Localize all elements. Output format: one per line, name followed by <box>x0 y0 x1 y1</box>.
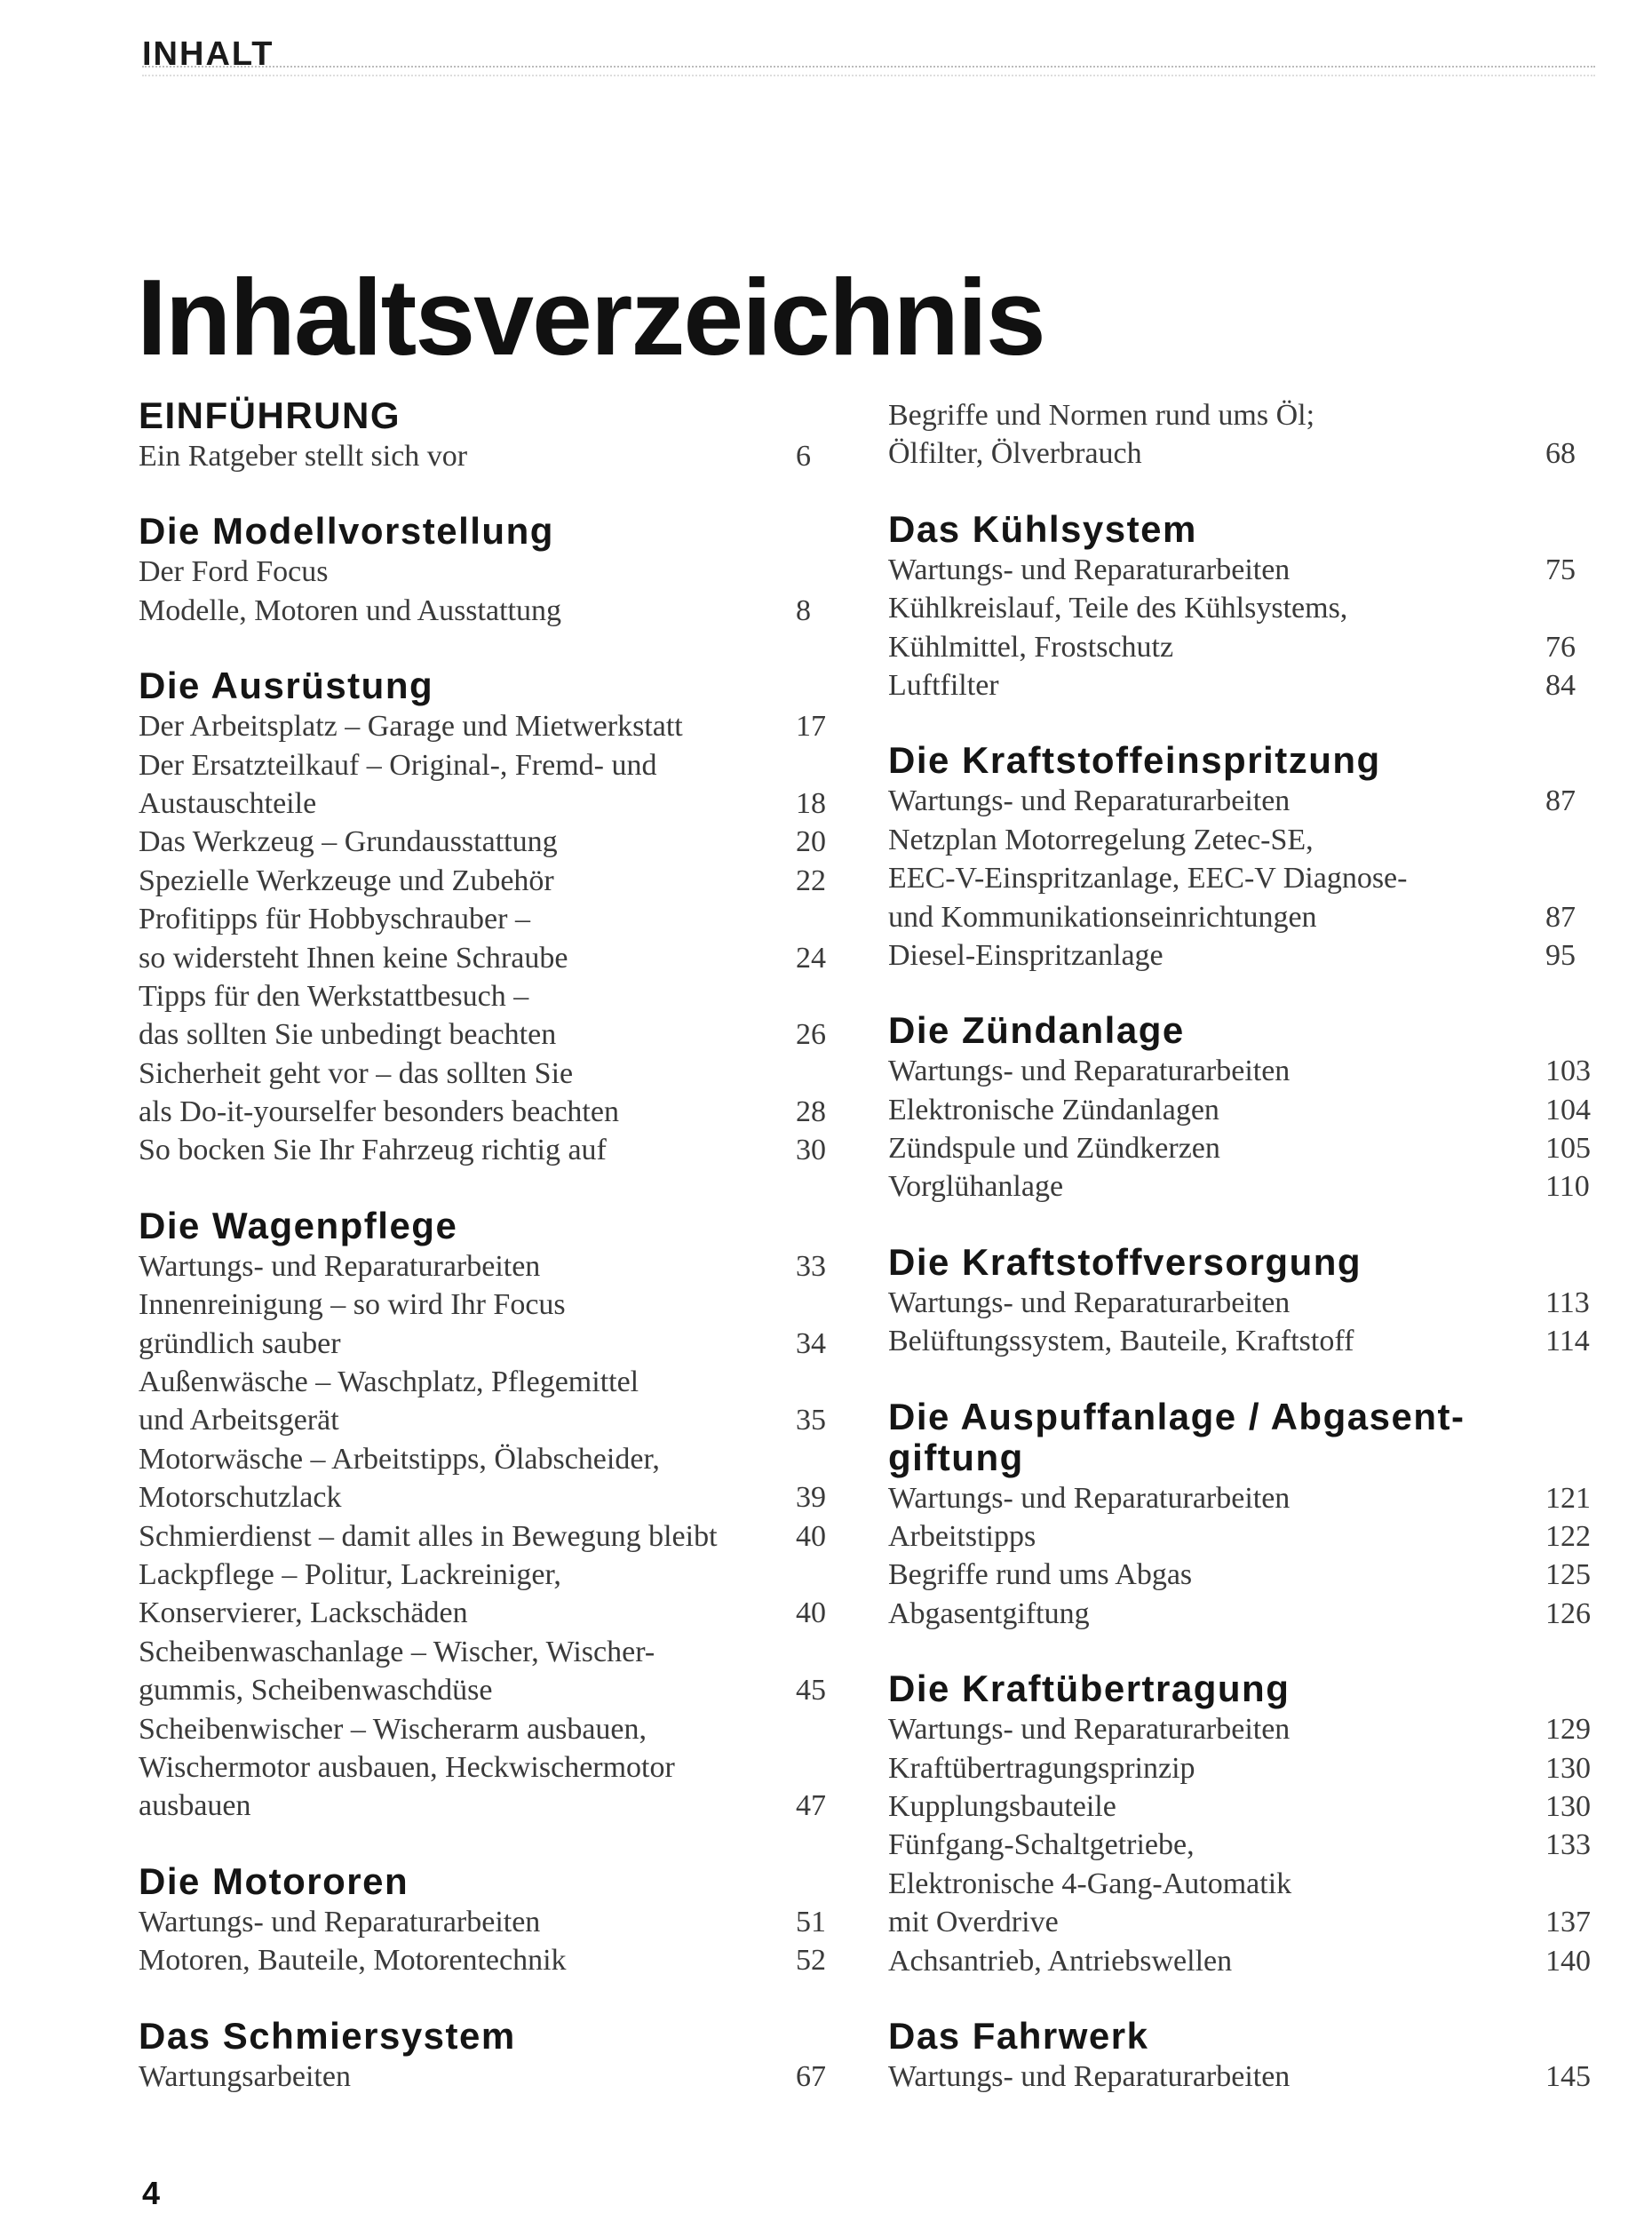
toc-entry[interactable] <box>139 862 831 900</box>
toc-entry[interactable] <box>139 592 831 630</box>
toc-entry[interactable] <box>888 1787 1599 1826</box>
toc-entry-title: Tipps für den Werkstattbesuch – <box>139 979 529 1013</box>
toc-entry-page: 137 <box>1545 1906 1591 1939</box>
toc-entry-title: so widersteht Ihnen keine Schraube <box>139 941 568 975</box>
section-heading: Die Kraftstoffeinspritzung <box>888 739 1381 782</box>
toc-entry-title: Kraftübertragungsprinzip <box>888 1751 1195 1785</box>
toc-entry[interactable] <box>139 1748 831 1787</box>
toc-entry[interactable] <box>139 1710 831 1748</box>
toc-entry-title: Austauschteile <box>139 786 317 820</box>
toc-entry[interactable] <box>888 1903 1599 1941</box>
toc-entry[interactable] <box>139 1941 831 1979</box>
toc-entry[interactable] <box>888 434 1599 473</box>
toc-entry-title: Wartungs- und Reparaturarbeiten <box>888 1286 1291 1319</box>
toc-section <box>888 1240 1599 1361</box>
toc-entry-page: 76 <box>1545 630 1576 664</box>
toc-entry[interactable] <box>888 1167 1599 1206</box>
toc-entry-title: Netzplan Motorregelung Zetec-SE, <box>888 823 1314 856</box>
section-heading: Die Zündanlage <box>888 1009 1185 1052</box>
toc-entry-page: 75 <box>1545 553 1576 586</box>
toc-entry-title: Kühlmittel, Frostschutz <box>888 630 1174 664</box>
toc-entry[interactable] <box>139 553 831 591</box>
toc-entry-title: und Arbeitsgerät <box>139 1404 339 1437</box>
toc-entry[interactable] <box>139 784 831 823</box>
toc-entry[interactable] <box>139 1671 831 1709</box>
toc-entry-title: Wartungs- und Reparaturarbeiten <box>139 1905 541 1938</box>
toc-entry-title: Ölfilter, Ölverbrauch <box>888 437 1142 471</box>
toc-entry-title: Diesel-Einspritzanlage <box>888 938 1164 972</box>
toc-entry-title: EEC-V-Einspritzanlage, EEC-V Diagnose- <box>888 862 1408 896</box>
toc-entry[interactable] <box>139 1131 831 1169</box>
toc-entry[interactable] <box>139 1247 831 1286</box>
toc-entry[interactable] <box>139 707 831 745</box>
toc-entry-title: Achsantrieb, Antriebswellen <box>888 1944 1233 1978</box>
toc-entry-title: ausbauen <box>139 1789 251 1823</box>
toc-entry-title: Außenwäsche – Waschplatz, Pflegemittel <box>139 1365 639 1399</box>
toc-entry[interactable] <box>139 437 831 475</box>
toc-entry-page: 20 <box>796 825 826 859</box>
toc-entry[interactable] <box>139 746 831 784</box>
toc-entry-page: 51 <box>796 1905 826 1938</box>
toc-entry[interactable] <box>888 1091 1599 1129</box>
toc-entry[interactable] <box>888 1517 1599 1556</box>
toc-entry[interactable] <box>139 900 831 938</box>
section-heading: Die Wagenpflege <box>139 1204 458 1246</box>
running-head: INHALT <box>142 36 274 73</box>
toc-entry-title: Motoren, Bauteile, Motorentechnik <box>139 1944 567 1978</box>
section-heading: Die Kraftübertragung <box>888 1668 1291 1710</box>
section-heading: Die Kraftstoffversorgung <box>888 1240 1362 1283</box>
toc-entry-title: So bocken Sie Ihr Fahrzeug richtig auf <box>139 1134 607 1167</box>
toc-entry-title: Ein Ratgeber stellt sich vor <box>139 440 468 473</box>
toc-section <box>888 396 1599 474</box>
toc-entry-page: 121 <box>1545 1481 1591 1515</box>
toc-entry[interactable] <box>139 977 831 1015</box>
toc-entry-page: 45 <box>796 1674 826 1708</box>
toc-entry[interactable] <box>139 1903 831 1941</box>
toc-entry-page: 113 <box>1545 1286 1590 1319</box>
toc-entry-page: 6 <box>796 440 811 473</box>
toc-entry[interactable] <box>139 1787 831 1825</box>
toc-entry-page: 22 <box>796 864 826 897</box>
toc-entry[interactable] <box>139 1401 831 1439</box>
toc-section <box>888 1669 1599 1980</box>
toc-entry-title: Begriffe rund ums Abgas <box>888 1558 1193 1592</box>
section-heading: Die Ausrüstung <box>139 665 434 707</box>
toc-entry-page: 125 <box>1545 1558 1591 1592</box>
toc-section <box>139 666 831 1170</box>
toc-entry[interactable] <box>888 1479 1599 1517</box>
toc-entry-page: 39 <box>796 1481 826 1515</box>
toc-entry-page: 26 <box>796 1018 826 1052</box>
toc-entry[interactable] <box>139 1478 831 1516</box>
section-heading: Die Motororen <box>139 1859 409 1902</box>
toc-entry-page: 40 <box>796 1596 826 1630</box>
toc-entry-page: 33 <box>796 1249 826 1283</box>
section-heading: Das Fahrwerk <box>888 2014 1149 2057</box>
toc-entry-title: Spezielle Werkzeuge und Zubehör <box>139 864 554 897</box>
toc-entry[interactable] <box>139 1517 831 1556</box>
toc-entry-title: Wartungs- und Reparaturarbeiten <box>888 2059 1291 2093</box>
toc-entry-page: 30 <box>796 1134 826 1167</box>
toc-entry-title: Scheibenwischer – Wischerarm ausbauen, <box>139 1712 647 1746</box>
toc-entry-page: 140 <box>1545 1944 1591 1978</box>
toc-section <box>139 512 831 630</box>
section-heading: Die Auspuffanlage / Abgasent- <box>888 1395 1465 1437</box>
toc-entry-title: Arbeitstipps <box>888 1520 1036 1554</box>
toc-entry-page: 67 <box>796 2059 826 2093</box>
toc-entry-page: 103 <box>1545 1055 1591 1088</box>
toc-entry-page: 129 <box>1545 1713 1591 1747</box>
toc-entry-title: Das Werkzeug – Grundausstattung <box>139 825 558 859</box>
toc-column-right <box>888 396 1599 2132</box>
section-heading: EINFÜHRUNG <box>139 394 401 436</box>
toc-column-left <box>139 396 831 2132</box>
toc-entry[interactable] <box>888 551 1599 589</box>
toc-entry[interactable] <box>888 1710 1599 1748</box>
toc-entry[interactable] <box>888 1865 1599 1903</box>
page-number: 4 <box>142 2175 161 2211</box>
toc-entry[interactable] <box>888 1322 1599 1360</box>
toc-entry-page: 145 <box>1545 2059 1591 2093</box>
toc-entry-page: 40 <box>796 1519 826 1553</box>
page-title: Inhaltsverzeichnis <box>137 256 1044 378</box>
toc-entry[interactable] <box>139 1015 831 1054</box>
toc-entry-title: als Do-it-yourselfer besonders beachten <box>139 1095 619 1129</box>
toc-entry-title: Wartungs- und Reparaturarbeiten <box>888 784 1291 818</box>
toc-entry[interactable] <box>888 1942 1599 1980</box>
toc-entry-title: Scheibenwaschanlage – Wischer, Wischer- <box>139 1635 655 1668</box>
toc-entry[interactable] <box>139 2058 831 2096</box>
toc-entry-title: Elektronische Zündanlagen <box>888 1093 1219 1126</box>
toc-entry[interactable] <box>139 1633 831 1671</box>
toc-entry[interactable] <box>888 1826 1599 1864</box>
toc-section <box>888 1011 1599 1206</box>
toc-entry-title: Schmierdienst – damit alles in Bewegung bleibt <box>139 1519 718 1553</box>
toc-entry-title: und Kommunikationseinrichtungen <box>888 900 1317 934</box>
toc-section <box>139 1206 831 1826</box>
toc-entry[interactable] <box>139 823 831 861</box>
toc-entry-title: Elektronische 4-Gang-Automatik <box>888 1867 1292 1900</box>
toc-entry[interactable] <box>888 1129 1599 1167</box>
toc-entry-page: 104 <box>1545 1093 1591 1126</box>
toc-entry-title: Vorglühanlage <box>888 1170 1064 1204</box>
toc-entry-title: Sicherheit geht vor – das sollten Sie <box>139 1056 574 1090</box>
toc-entry-title: Fünfgang-Schaltgetriebe, <box>888 1828 1195 1862</box>
toc-entry-title: Abgasentgiftung <box>888 1596 1090 1630</box>
toc-section <box>139 1859 831 1980</box>
toc-entry-title: Wartungs- und Reparaturarbeiten <box>888 553 1291 586</box>
toc-entry-page: 52 <box>796 1944 826 1978</box>
toc-entry-page: 87 <box>1545 784 1576 818</box>
toc-entry-page: 110 <box>1545 1170 1590 1204</box>
toc-entry-page: 126 <box>1545 1596 1591 1630</box>
toc-section <box>139 396 831 475</box>
toc-entry[interactable] <box>139 1594 831 1632</box>
toc-entry-page: 35 <box>796 1404 826 1437</box>
toc-entry-title: Der Ford Focus <box>139 555 329 589</box>
toc-entry[interactable] <box>888 1556 1599 1594</box>
toc-entry[interactable] <box>139 1325 831 1363</box>
toc-entry-title: Belüftungssystem, Bauteile, Kraftstoff <box>888 1325 1354 1358</box>
section-heading: Die Modellvorstellung <box>139 510 554 553</box>
toc-entry[interactable] <box>139 1363 831 1401</box>
toc-entry-title: Motorwäsche – Arbeitstipps, Ölabscheider, <box>139 1442 660 1476</box>
toc-entry-title: mit Overdrive <box>888 1906 1059 1939</box>
toc-entry-title: gummis, Scheibenwaschdüse <box>139 1674 493 1708</box>
toc-entry-title: Modelle, Motoren und Ausstattung <box>139 593 561 627</box>
toc-entry[interactable] <box>888 1749 1599 1787</box>
toc-entry-title: Der Arbeitsplatz – Garage und Mietwerkstatt <box>139 710 683 744</box>
toc-entry-page: 114 <box>1545 1325 1590 1358</box>
toc-entry-title: Motorschutzlack <box>139 1481 342 1515</box>
section-heading: Das Kühlsystem <box>888 507 1197 550</box>
toc-entry-title: Innenreinigung – so wird Ihr Focus <box>139 1288 566 1322</box>
toc-entry-page: 17 <box>796 710 826 744</box>
toc-entry-title: Wartungs- und Reparaturarbeiten <box>888 1481 1291 1515</box>
header-rule <box>142 66 1595 76</box>
toc-entry-title: Wischermotor ausbauen, Heckwischermotor <box>139 1750 675 1784</box>
toc-entry-title: Zündspule und Zündkerzen <box>888 1132 1220 1166</box>
toc-entry[interactable] <box>888 628 1599 666</box>
toc-entry-page: 68 <box>1545 437 1576 471</box>
toc-section <box>888 2014 1599 2096</box>
toc-entry-page: 8 <box>796 593 811 627</box>
toc-entry-page: 133 <box>1545 1828 1591 1862</box>
toc-entry[interactable] <box>888 898 1599 936</box>
toc-entry[interactable] <box>888 936 1599 975</box>
toc-entry-page: 105 <box>1545 1132 1591 1166</box>
toc-entry[interactable] <box>888 666 1599 705</box>
toc-entry[interactable] <box>139 1055 831 1093</box>
toc-entry-page: 28 <box>796 1095 826 1129</box>
toc-entry-page: 95 <box>1545 938 1576 972</box>
toc-entry[interactable] <box>888 821 1599 859</box>
toc-entry-page: 87 <box>1545 900 1576 934</box>
toc-section <box>888 507 1599 705</box>
toc-entry[interactable] <box>888 2058 1599 2096</box>
toc-entry[interactable] <box>888 1595 1599 1633</box>
toc-section <box>139 2014 831 2096</box>
toc-entry[interactable] <box>139 939 831 977</box>
toc-entry-page: 18 <box>796 786 826 820</box>
toc-entry-title: Konservierer, Lackschäden <box>139 1596 468 1630</box>
toc-entry-page: 34 <box>796 1326 826 1360</box>
toc-entry[interactable] <box>888 1284 1599 1322</box>
toc-entry-title: Kühlkreislauf, Teile des Kühlsystems, <box>888 592 1348 625</box>
section-heading: Das Schmiersystem <box>139 2014 516 2057</box>
toc-entry[interactable] <box>888 396 1599 434</box>
toc-entry-title: Wartungs- und Reparaturarbeiten <box>888 1055 1291 1088</box>
toc-section <box>888 1397 1599 1634</box>
toc-entry-page: 130 <box>1545 1789 1591 1823</box>
toc-entry[interactable] <box>139 1440 831 1478</box>
toc-entry-page: 130 <box>1545 1751 1591 1785</box>
toc-entry[interactable] <box>888 782 1599 820</box>
toc-entry-title: Kupplungsbauteile <box>888 1789 1116 1823</box>
toc-entry-title: Wartungsarbeiten <box>139 2059 351 2093</box>
toc-entry-title: Wartungs- und Reparaturarbeiten <box>888 1713 1291 1747</box>
toc-entry-title: gründlich sauber <box>139 1326 341 1360</box>
toc-section <box>888 741 1599 975</box>
toc-entry-title: Profitipps für Hobbyschrauber – <box>139 903 530 936</box>
toc-entry-page: 47 <box>796 1789 826 1823</box>
toc-entry[interactable] <box>139 1556 831 1594</box>
toc-entry-page: 122 <box>1545 1520 1591 1554</box>
toc-entry-title: Der Ersatzteilkauf – Original-, Fremd- und <box>139 748 657 782</box>
toc-entry[interactable] <box>888 859 1599 897</box>
toc-entry-title: Luftfilter <box>888 668 999 702</box>
toc-entry[interactable] <box>139 1093 831 1131</box>
toc-entry-title: Lackpflege – Politur, Lackreiniger, <box>139 1557 561 1591</box>
toc-entry-page: 84 <box>1545 668 1576 702</box>
toc-entry[interactable] <box>139 1286 831 1324</box>
toc-entry[interactable] <box>888 589 1599 627</box>
toc-entry-page: 24 <box>796 941 826 975</box>
toc-entry[interactable] <box>888 1052 1599 1090</box>
toc-entry-title: das sollten Sie unbedingt beachten <box>139 1018 557 1052</box>
section-heading: giftung <box>888 1436 1024 1478</box>
toc-entry-title: Begriffe und Normen rund ums Öl; <box>888 399 1315 432</box>
toc-entry-title: Wartungs- und Reparaturarbeiten <box>139 1249 541 1283</box>
